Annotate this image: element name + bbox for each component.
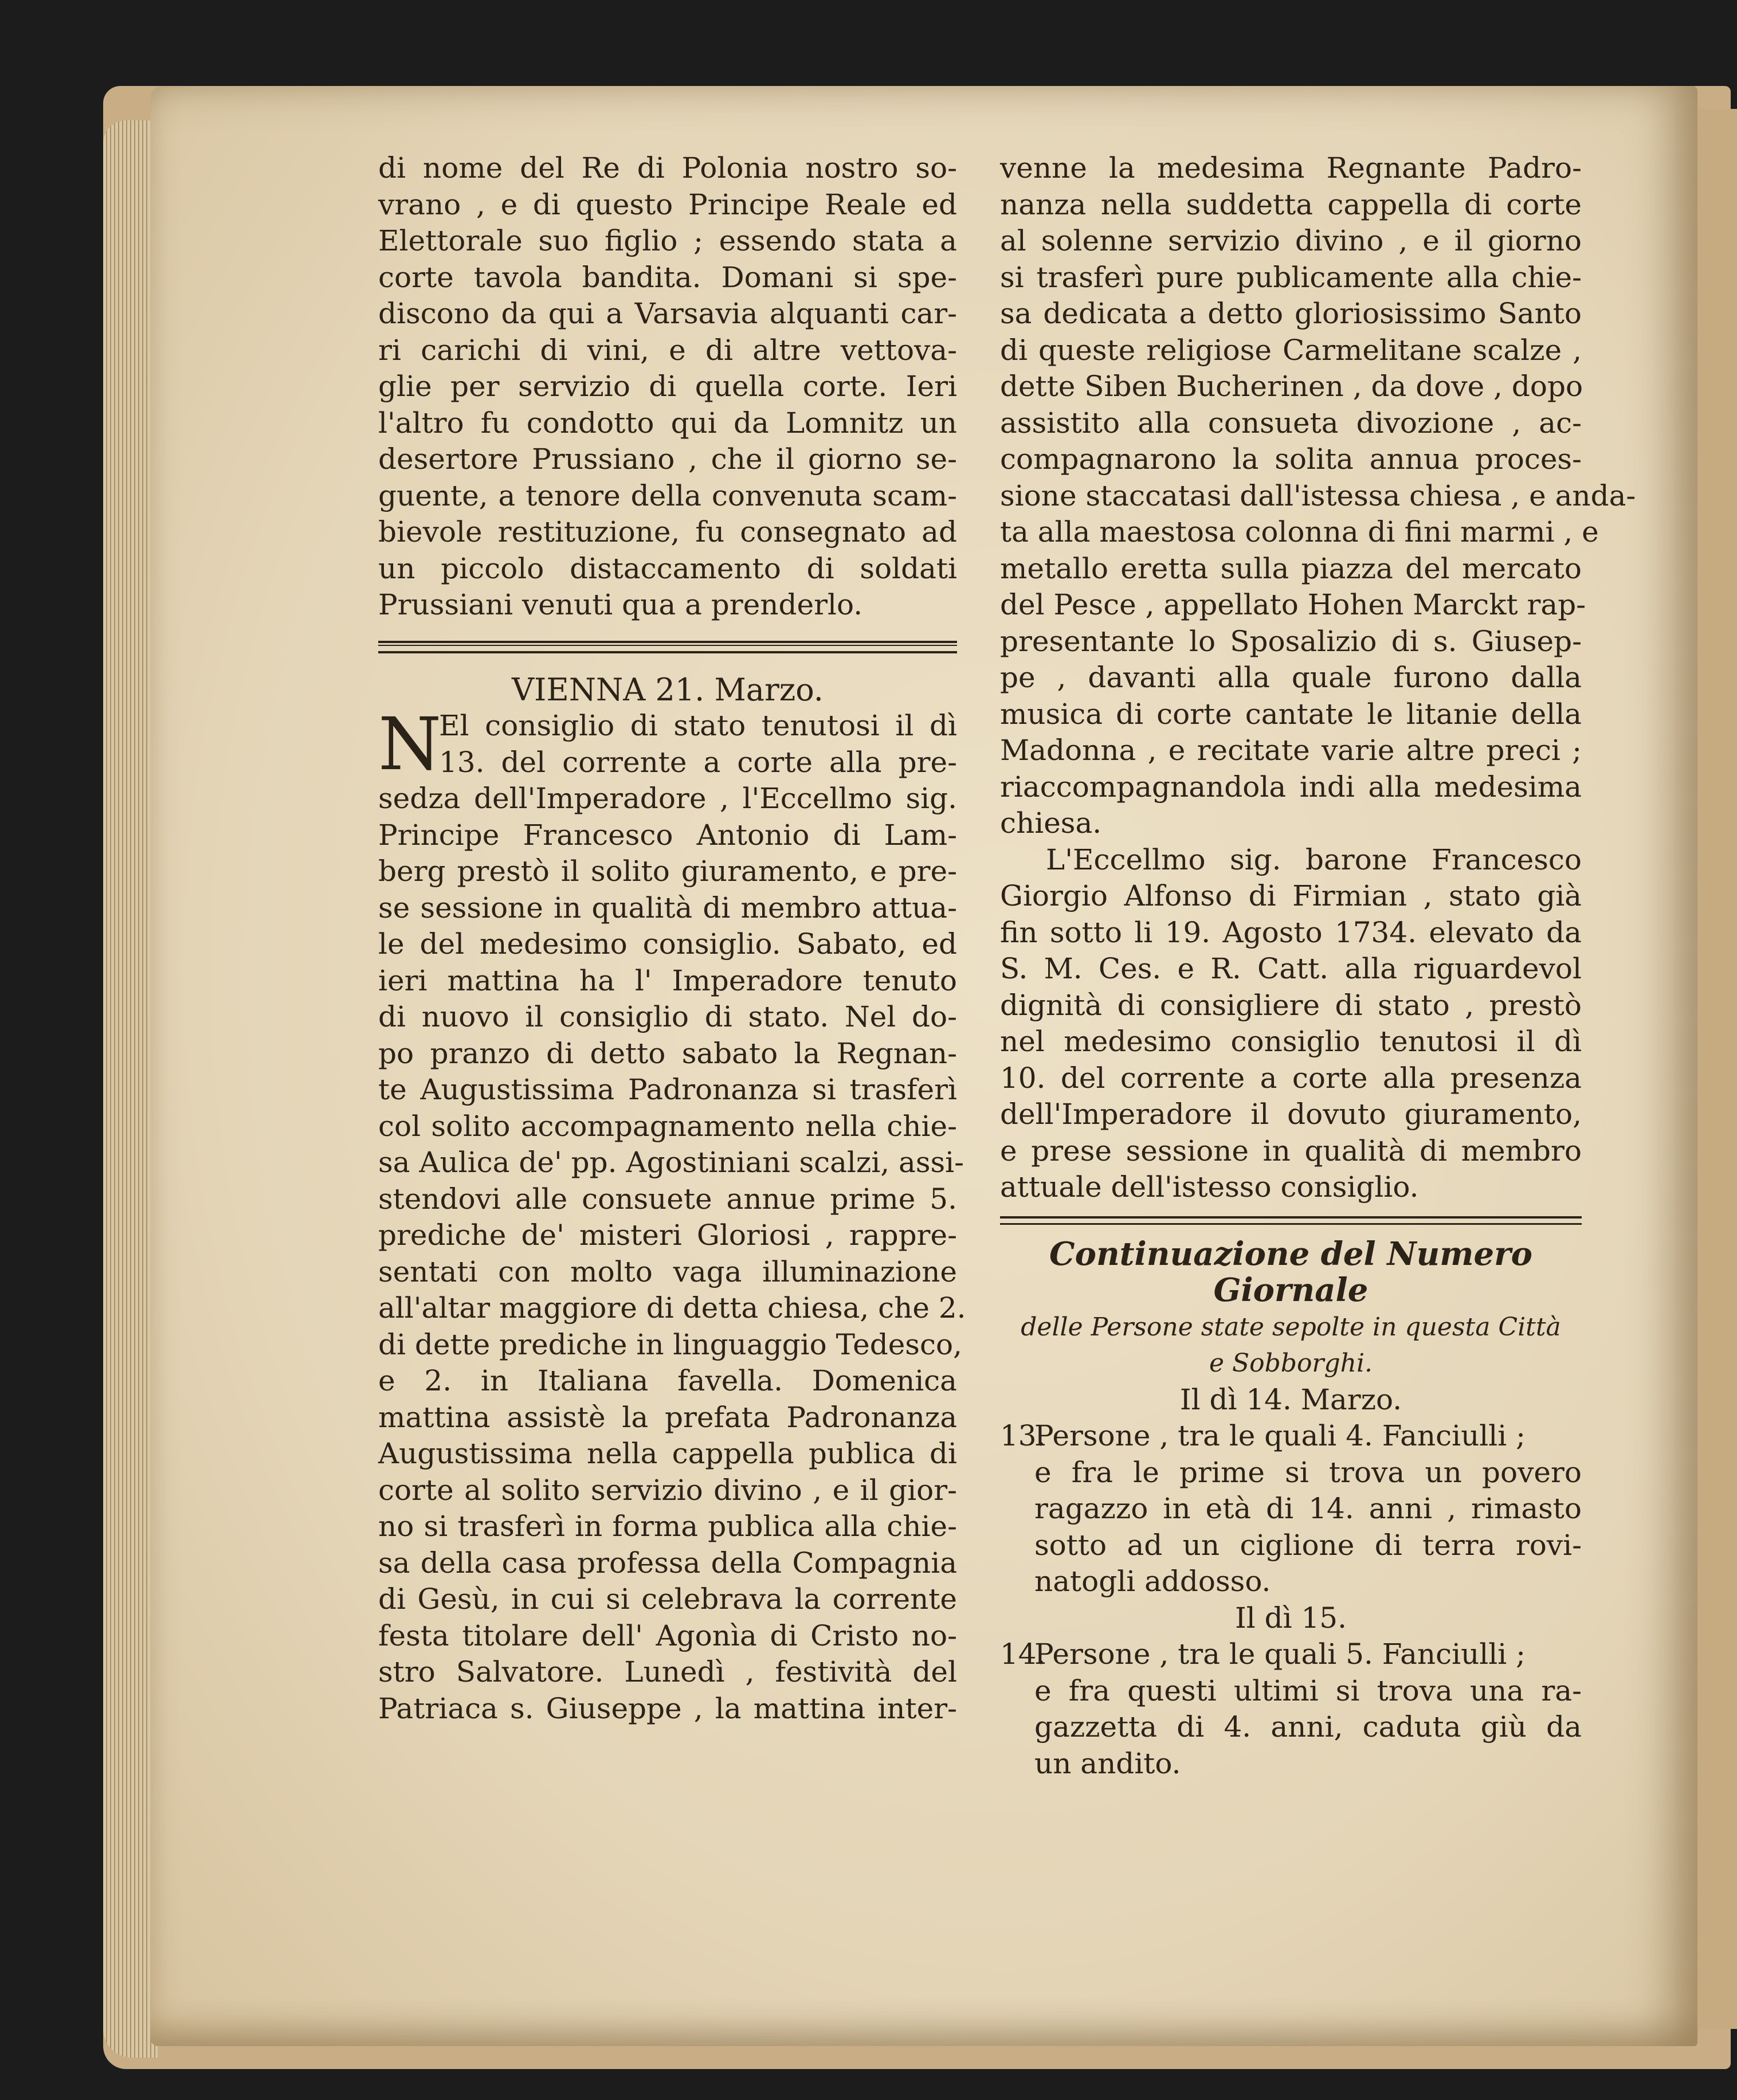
text-line: sotto ad un ciglione di terra rovi- [1034, 1528, 1582, 1562]
text-line: musica di corte cantate le litanie della [1000, 697, 1582, 731]
text-line: al solenne servizio divino , e il giorno [1000, 224, 1582, 257]
text-line: sa Aulica de' pp. Agostiniani scalzi, assi- [378, 1146, 964, 1179]
entry-number: 14. [1000, 1637, 1046, 1671]
entry-date: Il dì 15. [1234, 1601, 1347, 1635]
text-line: un andito. [1034, 1746, 1181, 1780]
text-line: sa dedicata a detto gloriosissimo Santo [1000, 297, 1582, 330]
text-line: Madonna , e recitate varie altre preci ; [1000, 734, 1582, 767]
text-line: stro Salvatore. Lunedì , festività del [378, 1655, 957, 1688]
entry-number: 13. [1000, 1419, 1046, 1452]
text-line: po pranzo di detto sabato la Regnan- [378, 1036, 957, 1070]
section-divider [1000, 1216, 1582, 1225]
text-line: del Pesce , appellato Hohen Marckt rap- [1000, 588, 1586, 621]
text-line: riaccompagnandola indi alla medesima [1000, 770, 1582, 804]
text-line: El consiglio di stato tenutosi il dì [439, 709, 957, 742]
text-line: prediche de' misteri Gloriosi , rappre- [378, 1219, 957, 1252]
section-heading: Continuazione del Numero Giornale [1049, 1235, 1532, 1309]
text-line: corte al solito servizio divino , e il gior- [378, 1473, 957, 1507]
text-line: discono da qui a Varsavia alquanti car- [378, 297, 957, 330]
text-line: stendovi alle consuete annue prime 5. [378, 1182, 957, 1216]
text-line: sedza dell'Imperadore , l'Eccellmo sig. [378, 782, 957, 815]
text-line: venne la medesima Regnante Padro- [1000, 151, 1582, 185]
text-line: Patriaca s. Giuseppe , la mattina inter- [378, 1691, 957, 1725]
text-line: sione staccatasi dall'istessa chiesa , e anda- [1000, 479, 1636, 512]
drop-cap: N [378, 702, 442, 786]
text-line: le del medesimo consiglio. Sabato, ed [378, 927, 957, 961]
section-subheading: delle Persone state sepolte in questa Città [1021, 1312, 1561, 1342]
text-line: di nuovo il consiglio di stato. Nel do- [378, 1000, 957, 1033]
text-line: di nome del Re di Polonia nostro so- [378, 151, 957, 185]
text-line: di dette prediche in linguaggio Tedesco, [378, 1327, 962, 1361]
text-line: fin sotto li 19. Agosto 1734. elevato da [1000, 915, 1582, 949]
text-line: te Augustissima Padronanza si trasferì [378, 1073, 957, 1106]
top-paragraph [378, 150, 957, 624]
text-line: guente, a tenore della convenuta scam- [378, 479, 957, 512]
text-line: natogli addosso. [1034, 1565, 1271, 1598]
text-line: no si trasferì in forma publica alla chie- [378, 1510, 957, 1543]
entry-line [1000, 1418, 1582, 1455]
text-line: ri carichi di vini, e di altre vettova- [378, 333, 957, 367]
text-line: se sessione in qualità di membro attua- [378, 891, 957, 924]
text-line: Giorgio Alfonso di Firmian , stato già [1000, 879, 1582, 912]
entry-line [1000, 1636, 1582, 1673]
text-line: metallo eretta sulla piazza del mercato [1000, 551, 1582, 585]
burial-entry [1000, 1636, 1582, 1782]
text-line: dignità di consigliere di stato , prestò [1000, 988, 1582, 1022]
next-page-edge [1693, 109, 1737, 2029]
text-line: Elettorale suo figlio ; essendo stata a [378, 224, 957, 257]
text-line: corte tavola bandita. Domani si spe- [378, 260, 957, 294]
text-line: Principe Francesco Antonio di Lam- [378, 818, 957, 852]
text-line: e fra questi ultimi si trova una ra- [1034, 1674, 1582, 1707]
text-line: nel medesimo consiglio tenutosi il dì [1000, 1025, 1582, 1058]
dateline: VIENNA 21. Marzo. [512, 671, 824, 708]
text-line: Augustissima nella cappella publica di [378, 1437, 957, 1470]
left-column [378, 150, 966, 1727]
entry-text: Persone , tra le quali 5. Fanciulli ; [1034, 1637, 1526, 1671]
text-line: berg prestò il solito giuramento, e pre- [378, 855, 957, 888]
text-line: dell'Imperadore il dovuto giuramento, [1000, 1098, 1582, 1131]
page-edges [103, 120, 158, 2058]
burial-entry [1000, 1418, 1582, 1600]
text-line: l'altro fu condotto qui da Lomnitz un [378, 406, 957, 440]
text-line: dette Siben Bucherinen , da dove , dopo [1000, 370, 1583, 403]
text-line: sentati con molto vaga illuminazione [378, 1255, 957, 1288]
text-line: 10. del corrente a corte alla presenza [1000, 1061, 1582, 1095]
text-line: e prese sessione in qualità di membro [1000, 1134, 1582, 1167]
continued-paragraph [1000, 150, 1636, 842]
text-line: un piccolo distaccamento di soldati [378, 551, 957, 585]
section-subheading: e Sobborghi. [1209, 1349, 1373, 1378]
entry-date: Il dì 14. Marzo. [1179, 1382, 1402, 1416]
text-line: attuale dell'istesso consiglio. [1000, 1170, 1419, 1204]
text-line: e 2. in Italiana favella. Domenica [378, 1364, 957, 1397]
text-line: chiesa. [1000, 806, 1102, 840]
text-line: compagnarono la solita annua proces- [1000, 442, 1582, 476]
text-line: presentante lo Sposalizio di s. Giusep- [1000, 624, 1582, 658]
text-line: mattina assistè la prefata Padronanza [378, 1400, 957, 1434]
text-line: vrano , e di questo Principe Reale ed [378, 187, 957, 221]
vienna-article [378, 702, 966, 1727]
text-line: di queste religiose Carmelitane scalze , [1000, 333, 1582, 367]
text-line: all'altar maggiore di detta chiesa, che 2. [378, 1291, 966, 1325]
text-line: col solito accompagnamento nella chie- [378, 1109, 957, 1143]
firmian-paragraph [1000, 842, 1582, 1206]
text-line: pe , davanti alla quale furono dalla [1000, 661, 1582, 694]
entry-text: Persone , tra le quali 4. Fanciulli ; [1034, 1419, 1526, 1452]
text-line: nanza nella suddetta cappella di corte [1000, 187, 1582, 221]
text-line: 13. del corrente a corte alla pre- [439, 745, 957, 779]
text-line: sa della casa professa della Compagnia [378, 1546, 957, 1580]
text-line: ieri mattina ha l' Imperadore tenuto [378, 963, 957, 997]
text-line: assistito alla consueta divozione , ac- [1000, 406, 1582, 440]
text-line: desertore Prussiano , che il giorno se- [378, 442, 957, 476]
text-line: glie per servizio di quella corte. Ieri [378, 370, 957, 403]
section-divider [378, 641, 957, 653]
text-line: ta alla maestosa colonna di fini marmi , e [1000, 515, 1599, 548]
text-line: S. M. Ces. e R. Catt. alla riguardevol [1000, 952, 1582, 985]
text-line: ragazzo in età di 14. anni , rimasto [1034, 1492, 1582, 1525]
text-line: L'Eccellmo sig. barone Francesco [1046, 843, 1582, 876]
text-line: di Gesù, in cui si celebrava la corrente [378, 1582, 957, 1616]
right-column [1000, 150, 1636, 1782]
text-line: e fra le prime si trova un povero [1034, 1455, 1582, 1489]
text-line: bievole restituzione, fu consegnato ad [378, 515, 957, 548]
text-line: festa titolare dell' Agonìa di Cristo no- [378, 1619, 957, 1652]
text-line: si trasferì pure publicamente alla chie- [1000, 260, 1582, 294]
text-line: Prussiani venuti qua a prenderlo. [378, 588, 863, 621]
text-line: gazzetta di 4. anni, caduta giù da [1034, 1710, 1582, 1744]
